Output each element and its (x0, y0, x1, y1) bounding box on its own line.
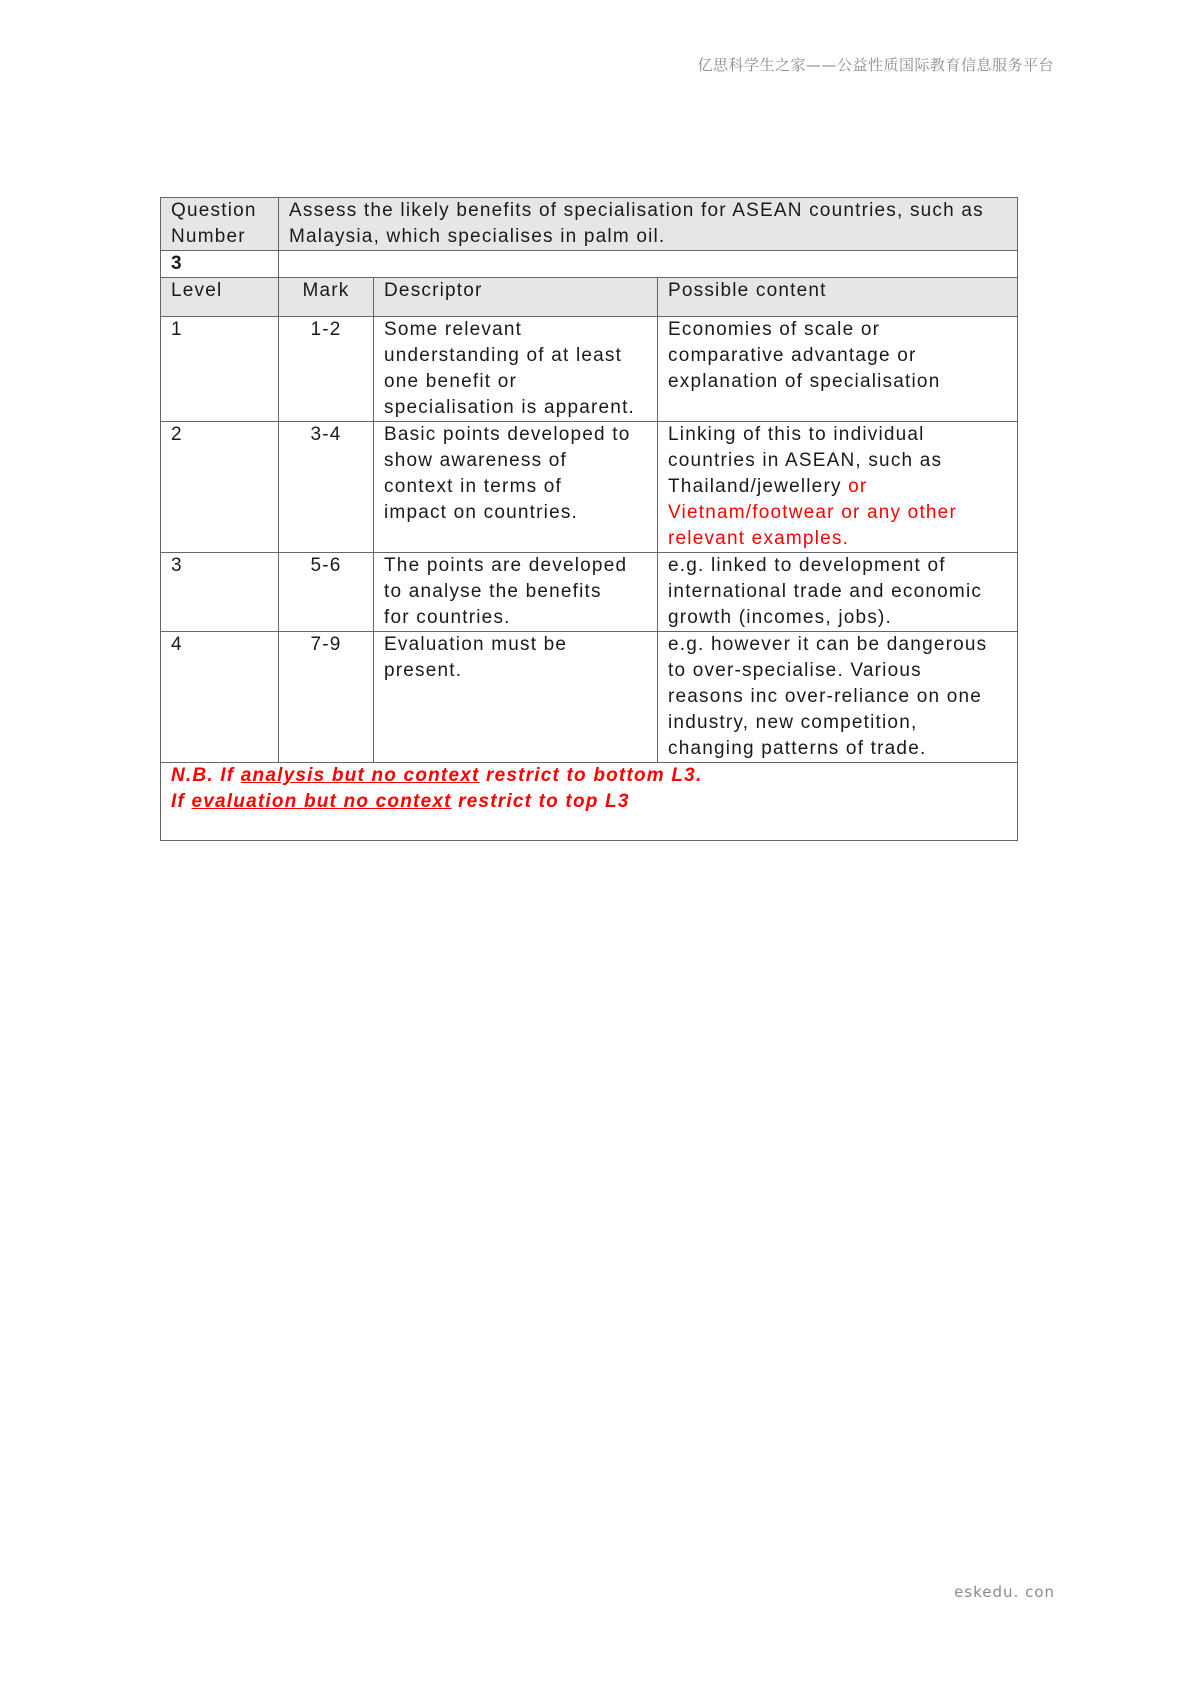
marking-note-cell (161, 763, 1018, 841)
descriptor-cell (374, 422, 658, 553)
descriptor-line: show awareness of (384, 450, 568, 471)
level-row (161, 632, 1018, 763)
question-label-cell (161, 198, 279, 251)
site-footer-text: eskedu. con (954, 1583, 1055, 1601)
descriptor-line: present. (384, 660, 463, 681)
content-line: Economies of scale or (668, 319, 881, 340)
note-underlined-text: evaluation but no context (191, 791, 452, 812)
descriptor-line: one benefit or (384, 371, 517, 392)
descriptor-line: for countries. (384, 607, 511, 628)
descriptor-cell (374, 317, 658, 422)
content-highlight-line: relevant examples. (668, 528, 850, 549)
question-text-cell (279, 198, 1018, 251)
content-cell (658, 317, 1018, 422)
descriptor-line: Basic points developed to (384, 424, 631, 445)
content-line: e.g. however it can be dangerous (668, 634, 988, 655)
note-underlined-text: analysis but no context (240, 765, 480, 786)
level-cell: 2 (161, 422, 279, 553)
descriptor-line: to analyse the benefits (384, 581, 602, 602)
content-line: growth (incomes, jobs). (668, 607, 893, 628)
level-row (161, 317, 1018, 422)
column-header-row (161, 278, 1018, 317)
content-highlight-text: or (848, 476, 868, 497)
question-number-row (161, 251, 1018, 278)
content-line: reasons inc over-reliance on one (668, 686, 983, 707)
level-cell: 1 (161, 317, 279, 422)
note-text: If (171, 791, 192, 812)
question-row (161, 198, 1018, 251)
site-header-text: 亿思科学生之家——公益性质国际教育信息服务平台 (697, 56, 1054, 74)
question-text-line: Malaysia, which specialises in palm oil. (289, 226, 666, 247)
content-line: countries in ASEAN, such as (668, 450, 943, 471)
descriptor-line: understanding of at least (384, 345, 623, 366)
content-line (668, 474, 1011, 500)
descriptor-line: Some relevant (384, 319, 523, 340)
question-number-cell: 3 (161, 251, 279, 278)
column-header-level: Level (161, 278, 279, 317)
content-line: e.g. linked to development of (668, 555, 946, 576)
empty-cell (279, 251, 1018, 278)
content-line: explanation of specialisation (668, 371, 941, 392)
descriptor-cell (374, 553, 658, 632)
note-text: N.B. If (171, 765, 241, 786)
level-cell: 4 (161, 632, 279, 763)
level-row (161, 422, 1018, 553)
descriptor-line: Evaluation must be (384, 634, 568, 655)
content-line: industry, new competition, (668, 712, 918, 733)
level-row (161, 553, 1018, 632)
mark-cell: 3-4 (279, 422, 374, 553)
note-line (171, 763, 1011, 789)
descriptor-line: context in terms of (384, 476, 563, 497)
content-line: comparative advantage or (668, 345, 917, 366)
column-header-descriptor: Descriptor (374, 278, 658, 317)
mark-cell: 5-6 (279, 553, 374, 632)
descriptor-line: impact on countries. (384, 502, 579, 523)
content-cell (658, 632, 1018, 763)
mark-cell: 7-9 (279, 632, 374, 763)
content-cell (658, 553, 1018, 632)
content-text: Thailand/jewellery (668, 476, 849, 497)
content-cell (658, 422, 1018, 553)
question-label-line: Number (171, 226, 246, 247)
content-line: Linking of this to individual (668, 424, 925, 445)
descriptor-cell (374, 632, 658, 763)
mark-scheme-table (160, 197, 1018, 841)
descriptor-line: The points are developed (384, 555, 628, 576)
column-header-mark: Mark (279, 278, 374, 317)
descriptor-line: specialisation is apparent. (384, 397, 636, 418)
content-highlight-line: Vietnam/footwear or any other (668, 502, 957, 523)
note-text: restrict to bottom L3. (479, 765, 703, 786)
note-line (171, 789, 1011, 815)
note-text: restrict to top L3 (451, 791, 630, 812)
level-cell: 3 (161, 553, 279, 632)
question-label-line: Question (171, 200, 257, 221)
content-line: to over-specialise. Various (668, 660, 922, 681)
content-line: changing patterns of trade. (668, 738, 927, 759)
question-text-line: Assess the likely benefits of specialisation for ASEAN countries, such as (289, 200, 984, 221)
mark-cell: 1-2 (279, 317, 374, 422)
column-header-content: Possible content (658, 278, 1018, 317)
content-line: international trade and economic (668, 581, 983, 602)
note-row (161, 763, 1018, 841)
